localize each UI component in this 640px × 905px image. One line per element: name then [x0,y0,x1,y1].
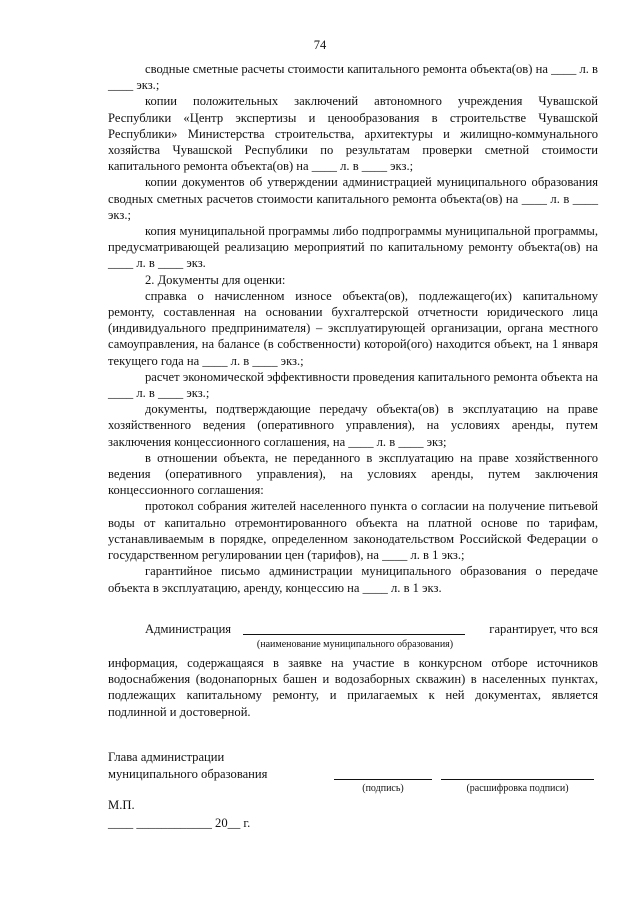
page-number: 74 [313,38,327,52]
signature-caption: (подпись) [362,783,404,794]
paragraph-depreciation-certificate: справка о начисленном износе объекта(ов), подлежащего(их) капитальному ремонту, составленная на основании бухгалтерской отчетности юридического лица (индивидуального предпринимателя) – эксплуатирующей организации, органа местного самоуправления, на балансе (в собственности) которой(ого) находится объект, на 1 января текущего года на ____ л. в ____ экз.; [108,288,598,368]
administration-word: Администрация [145,622,232,636]
document-body [108,61,598,596]
paragraph-expertise-conclusions: копии положительных заключений автономного учреждения Чувашской Республики «Центр экспертизы и ценообразования в строительстве Чувашской Республики» Министерства строительства, архитектуры и жилищно-коммунального хозяйства Чувашской Республики по результатам проверки сметной стоимости капитального ремонта объекта(ов) на ____ л. в ____ экз.; [108,94,598,174]
municipality-name-caption: (наименование муниципального образования) [256,639,454,650]
section-heading-evaluation: 2. Документы для оценки: [145,272,286,287]
paragraph-estimates: сводные сметные расчеты стоимости капитального ремонта объекта(ов) на ____ л. в ____ экз.; [108,62,598,93]
paragraph-municipal-program: копия муниципальной программы либо подпрограммы муниципальной программы, предусматривающей реализацию мероприятий по капитальному ремонту объекта(ов) на ____ л. в ____ экз. [108,224,598,271]
administration-guarantee [108,622,598,719]
municipality-name-blank [243,634,465,635]
seal-place: М.П. [108,798,135,812]
paragraph-transfer-documents: документы, подтверждающие передачу объекта(ов) в эксплуатацию на праве хозяйственного ведения (оперативного управления), на условиях аренды, путем заключения концессионного соглашения, на ____ л. в ____ экз; [108,402,598,449]
signature-decode-caption: (расшифровка подписи) [466,783,569,794]
date-line: ____ ____________ 20__ г. [108,816,251,830]
signature-decode-blank [441,779,594,780]
signature-blank [334,779,432,780]
guarantee-phrase: гарантирует, что вся [489,622,598,636]
paragraph-untransferred-object: в отношении объекта, не переданного в эксплуатацию на праве хозяйственного ведения (оперативного управления), на условиях аренды, путем заключения концессионного соглашения: [108,450,598,498]
paragraph-residents-protocol: протокол собрания жителей населенного пункта о согласии на получение питьевой воды от капитально отремонтированного объекта на платной основе по тарифам, устанавливаемым в порядке, определенном законодательством Российской Федерации о государственном регулировании цен (тарифов), на ____ л. в 1 экз.; [108,499,598,563]
signer-title-line1: Глава администрации [108,750,225,764]
paragraph-approval-documents: копии документов об утверждении администрацией муниципального образования сводных сметных расчетов стоимости капитального ремонта объекта(ов) на ____ л. в ____ экз.; [108,175,598,222]
guarantee-text: информация, содержащаяся в заявке на участие в конкурсном отборе источников водоснабжения (водонапорных башен и водозаборных скважин) в населенных пунктах, подлежащих капитальному ремонту, и прилагаемых к ней документах, является подлинной и достоверной. [108,656,598,719]
paragraph-guarantee-letter: гарантийное письмо администрации муниципального образования о передаче объекта в эксплуатацию, аренду, концессию на ____ л. в 1 экз. [108,564,598,595]
signer-title-line2: муниципального образования [108,767,268,781]
paragraph-efficiency-calculation: расчет экономической эффективности проведения капитального ремонта объекта на ____ л. в ____ экз.; [108,369,598,401]
